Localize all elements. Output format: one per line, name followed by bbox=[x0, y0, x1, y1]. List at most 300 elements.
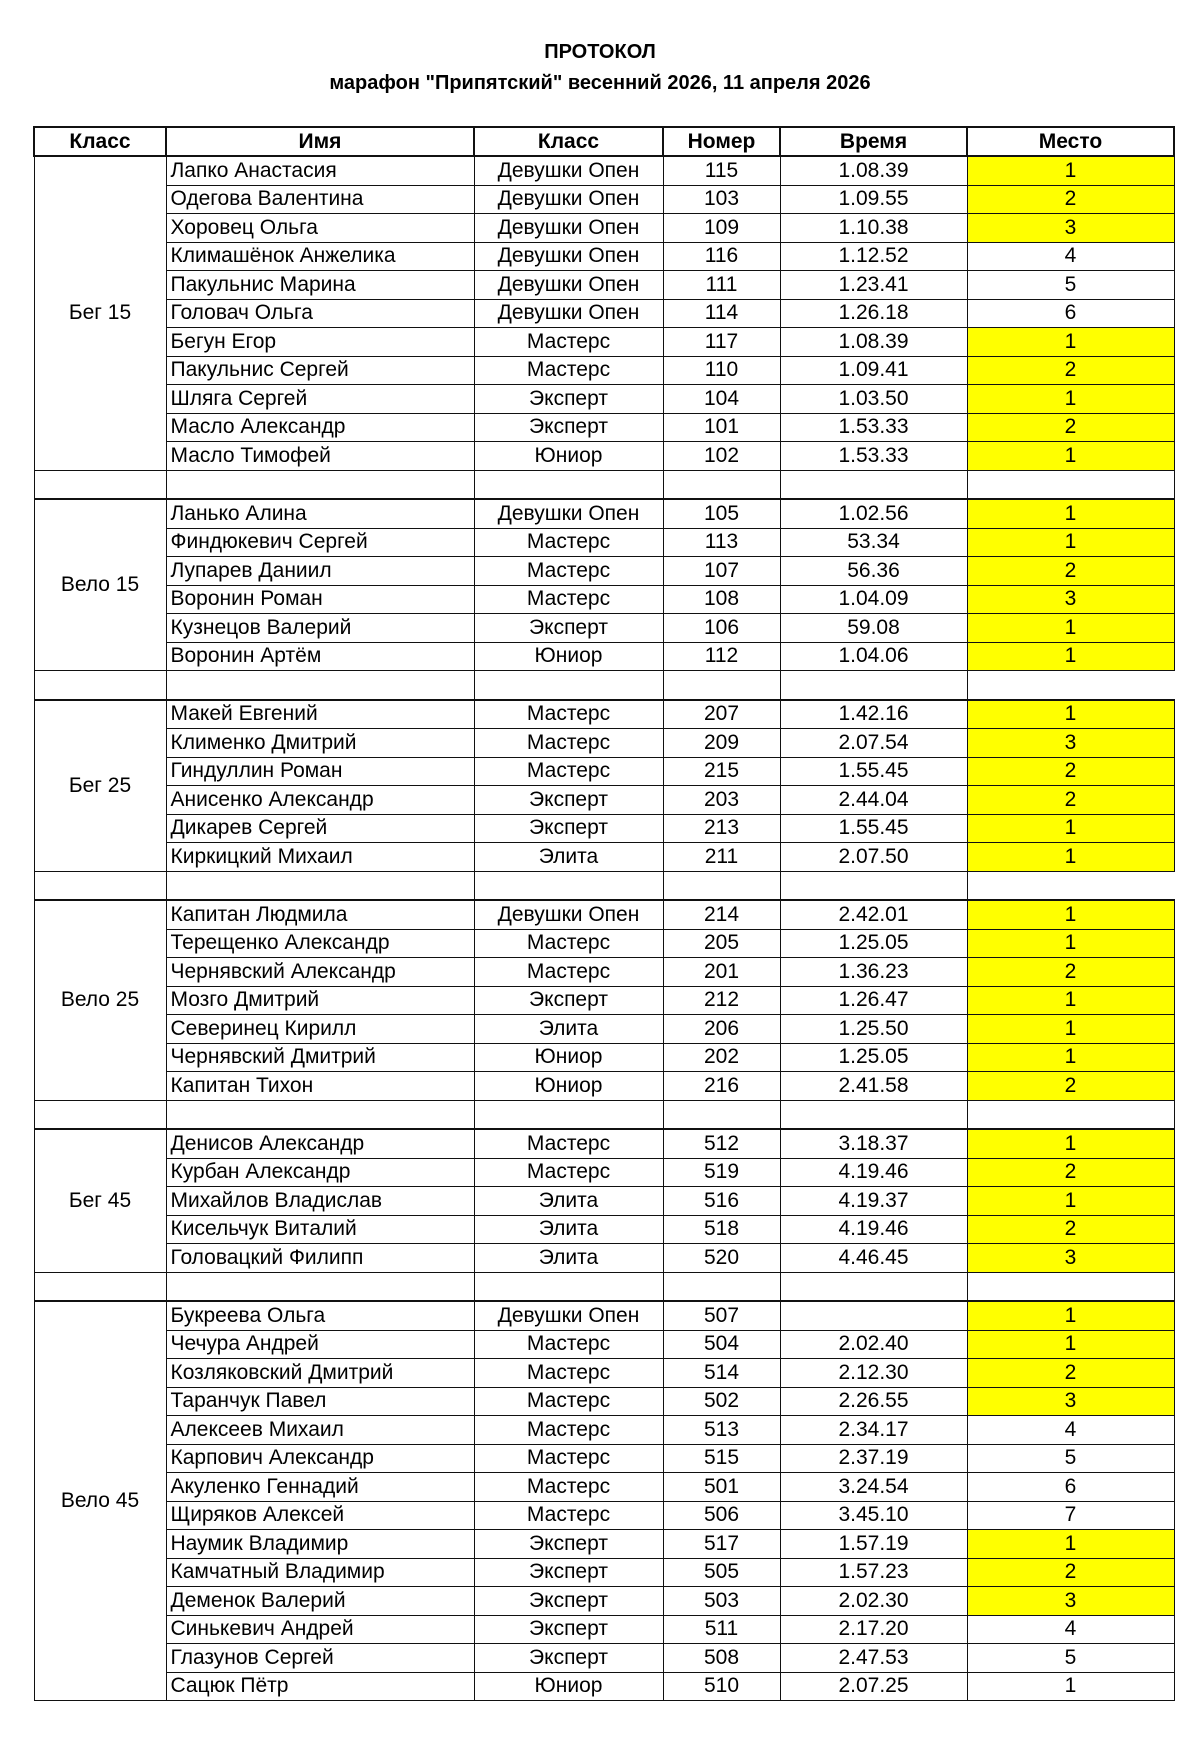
cell-time: 3.18.37 bbox=[780, 1129, 967, 1158]
table-row bbox=[34, 1330, 1174, 1359]
table-row bbox=[34, 271, 1174, 300]
empty-cell bbox=[663, 671, 780, 700]
cell-number: 107 bbox=[663, 557, 780, 586]
cell-class: Эксперт bbox=[474, 1530, 663, 1559]
cell-name: Финдюкевич Сергей bbox=[166, 528, 474, 557]
cell-place: 1 bbox=[967, 499, 1174, 528]
cell-class: Юниор bbox=[474, 642, 663, 671]
cell-time: 3.45.10 bbox=[780, 1501, 967, 1530]
group-label: Бег 25 bbox=[34, 700, 166, 872]
cell-class: Эксперт bbox=[474, 614, 663, 643]
cell-place: 1 bbox=[967, 642, 1174, 671]
cell-name: Гиндуллин Роман bbox=[166, 757, 474, 786]
table-row bbox=[34, 1644, 1174, 1673]
cell-place: 3 bbox=[967, 585, 1174, 614]
cell-time: 1.25.50 bbox=[780, 1015, 967, 1044]
cell-name: Головач Ольга bbox=[166, 299, 474, 328]
table-row bbox=[34, 1301, 1174, 1330]
cell-class: Мастерс bbox=[474, 1501, 663, 1530]
cell-time: 2.47.53 bbox=[780, 1644, 967, 1673]
cell-time: 1.53.33 bbox=[780, 442, 967, 471]
cell-number: 117 bbox=[663, 328, 780, 357]
table-row bbox=[34, 900, 1174, 929]
cell-class: Эксперт bbox=[474, 1587, 663, 1616]
cell-number: 516 bbox=[663, 1187, 780, 1216]
cell-place: 1 bbox=[967, 1330, 1174, 1359]
table-row bbox=[34, 958, 1174, 987]
cell-place: 2 bbox=[967, 786, 1174, 815]
cell-class: Мастерс bbox=[474, 1158, 663, 1187]
cell-class: Эксперт bbox=[474, 986, 663, 1015]
cell-place: 2 bbox=[967, 413, 1174, 442]
cell-place: 3 bbox=[967, 1387, 1174, 1416]
cell-number: 513 bbox=[663, 1416, 780, 1445]
empty-cell bbox=[967, 671, 1174, 700]
empty-cell bbox=[967, 1272, 1174, 1301]
cell-class: Девушки Опен bbox=[474, 214, 663, 243]
cell-name: Лапко Анастасия bbox=[166, 156, 474, 185]
cell-time: 1.26.18 bbox=[780, 299, 967, 328]
empty-cell bbox=[474, 1272, 663, 1301]
empty-cell bbox=[663, 1272, 780, 1301]
cell-number: 111 bbox=[663, 271, 780, 300]
table-row bbox=[34, 1672, 1174, 1701]
table-row bbox=[34, 986, 1174, 1015]
group-0 bbox=[34, 156, 1174, 470]
table-row bbox=[34, 1444, 1174, 1473]
cell-place: 2 bbox=[967, 356, 1174, 385]
group-label: Бег 15 bbox=[34, 156, 166, 470]
cell-number: 213 bbox=[663, 814, 780, 843]
cell-place: 1 bbox=[967, 1301, 1174, 1330]
cell-name: Терещенко Александр bbox=[166, 929, 474, 958]
cell-number: 214 bbox=[663, 900, 780, 929]
cell-name: Головацкий Филипп bbox=[166, 1244, 474, 1273]
cell-place: 3 bbox=[967, 1587, 1174, 1616]
table-row bbox=[34, 929, 1174, 958]
table-row bbox=[34, 1416, 1174, 1445]
cell-class: Мастерс bbox=[474, 1444, 663, 1473]
cell-number: 515 bbox=[663, 1444, 780, 1473]
spacer-row bbox=[34, 470, 1174, 499]
cell-time: 2.26.55 bbox=[780, 1387, 967, 1416]
cell-class: Мастерс bbox=[474, 929, 663, 958]
cell-place: 2 bbox=[967, 1158, 1174, 1187]
empty-cell bbox=[663, 470, 780, 499]
cell-number: 508 bbox=[663, 1644, 780, 1673]
cell-place: 5 bbox=[967, 271, 1174, 300]
empty-cell bbox=[474, 470, 663, 499]
cell-name: Северинец Кирилл bbox=[166, 1015, 474, 1044]
cell-time: 4.19.46 bbox=[780, 1215, 967, 1244]
cell-time: 1.25.05 bbox=[780, 929, 967, 958]
cell-place: 6 bbox=[967, 299, 1174, 328]
cell-time: 2.44.04 bbox=[780, 786, 967, 815]
table-row bbox=[34, 499, 1174, 528]
cell-time: 1.42.16 bbox=[780, 700, 967, 729]
column-header-place: Место bbox=[967, 127, 1174, 156]
table-row bbox=[34, 385, 1174, 414]
empty-cell bbox=[663, 1100, 780, 1129]
cell-name: Деменок Валерий bbox=[166, 1587, 474, 1616]
cell-number: 507 bbox=[663, 1301, 780, 1330]
cell-place: 1 bbox=[967, 700, 1174, 729]
table-row bbox=[34, 328, 1174, 357]
table-row bbox=[34, 1473, 1174, 1502]
cell-number: 505 bbox=[663, 1558, 780, 1587]
cell-name: Алексеев Михаил bbox=[166, 1416, 474, 1445]
cell-place: 2 bbox=[967, 1558, 1174, 1587]
cell-time: 1.57.23 bbox=[780, 1558, 967, 1587]
cell-place: 2 bbox=[967, 1215, 1174, 1244]
cell-class: Юниор bbox=[474, 1072, 663, 1101]
cell-time: 2.02.30 bbox=[780, 1587, 967, 1616]
cell-name: Масло Александр bbox=[166, 413, 474, 442]
cell-name: Масло Тимофей bbox=[166, 442, 474, 471]
cell-number: 518 bbox=[663, 1215, 780, 1244]
table-row bbox=[34, 1501, 1174, 1530]
cell-place: 3 bbox=[967, 214, 1174, 243]
empty-cell bbox=[780, 871, 967, 900]
cell-class: Элита bbox=[474, 1244, 663, 1273]
cell-place: 1 bbox=[967, 1187, 1174, 1216]
cell-name: Чернявский Александр bbox=[166, 958, 474, 987]
table-row bbox=[34, 214, 1174, 243]
cell-class: Мастерс bbox=[474, 1473, 663, 1502]
cell-place: 1 bbox=[967, 328, 1174, 357]
cell-time: 1.55.45 bbox=[780, 757, 967, 786]
cell-place: 1 bbox=[967, 1015, 1174, 1044]
cell-name: Букреева Ольга bbox=[166, 1301, 474, 1330]
cell-number: 215 bbox=[663, 757, 780, 786]
cell-time: 2.17.20 bbox=[780, 1615, 967, 1644]
cell-name: Ланько Алина bbox=[166, 499, 474, 528]
cell-class: Мастерс bbox=[474, 557, 663, 586]
table-row bbox=[34, 1215, 1174, 1244]
cell-class: Мастерс bbox=[474, 1359, 663, 1388]
cell-class: Мастерс bbox=[474, 958, 663, 987]
cell-time: 2.42.01 bbox=[780, 900, 967, 929]
empty-cell bbox=[780, 1272, 967, 1301]
cell-number: 105 bbox=[663, 499, 780, 528]
cell-place: 2 bbox=[967, 1359, 1174, 1388]
cell-name: Капитан Тихон bbox=[166, 1072, 474, 1101]
cell-place: 2 bbox=[967, 757, 1174, 786]
cell-class: Эксперт bbox=[474, 786, 663, 815]
cell-number: 511 bbox=[663, 1615, 780, 1644]
document-title: ПРОТОКОЛ bbox=[544, 41, 656, 63]
cell-class: Девушки Опен bbox=[474, 156, 663, 185]
table-row bbox=[34, 442, 1174, 471]
cell-name: Дикарев Сергей bbox=[166, 814, 474, 843]
cell-time: 2.07.25 bbox=[780, 1672, 967, 1701]
empty-cell bbox=[166, 871, 474, 900]
cell-place: 2 bbox=[967, 1072, 1174, 1101]
cell-time: 2.02.40 bbox=[780, 1330, 967, 1359]
cell-number: 104 bbox=[663, 385, 780, 414]
column-header-group-class: Класс bbox=[34, 127, 166, 156]
group-4 bbox=[34, 1129, 1174, 1272]
cell-place: 2 bbox=[967, 557, 1174, 586]
cell-class: Эксперт bbox=[474, 413, 663, 442]
cell-time: 1.57.19 bbox=[780, 1530, 967, 1559]
table-row bbox=[34, 1587, 1174, 1616]
cell-time: 1.04.06 bbox=[780, 642, 967, 671]
cell-name: Кисельчук Виталий bbox=[166, 1215, 474, 1244]
cell-time: 2.12.30 bbox=[780, 1359, 967, 1388]
empty-cell bbox=[166, 1272, 474, 1301]
empty-cell bbox=[474, 871, 663, 900]
cell-place: 1 bbox=[967, 1043, 1174, 1072]
cell-class: Эксперт bbox=[474, 814, 663, 843]
table-row bbox=[34, 729, 1174, 758]
table-row bbox=[34, 642, 1174, 671]
cell-class: Юниор bbox=[474, 442, 663, 471]
cell-time: 1.10.38 bbox=[780, 214, 967, 243]
table-row bbox=[34, 242, 1174, 271]
table-row bbox=[34, 413, 1174, 442]
cell-number: 110 bbox=[663, 356, 780, 385]
cell-class: Девушки Опен bbox=[474, 1301, 663, 1330]
cell-time: 1.03.50 bbox=[780, 385, 967, 414]
table-row bbox=[34, 1043, 1174, 1072]
empty-cell bbox=[474, 1100, 663, 1129]
cell-place: 5 bbox=[967, 1644, 1174, 1673]
table-row bbox=[34, 786, 1174, 815]
cell-time bbox=[780, 1301, 967, 1330]
cell-number: 101 bbox=[663, 413, 780, 442]
cell-number: 201 bbox=[663, 958, 780, 987]
cell-time: 1.08.39 bbox=[780, 156, 967, 185]
table-row bbox=[34, 1558, 1174, 1587]
cell-time: 2.07.50 bbox=[780, 843, 967, 872]
table-row bbox=[34, 356, 1174, 385]
cell-time: 2.41.58 bbox=[780, 1072, 967, 1101]
cell-time: 1.53.33 bbox=[780, 413, 967, 442]
cell-number: 108 bbox=[663, 585, 780, 614]
empty-cell bbox=[34, 1100, 166, 1129]
cell-number: 504 bbox=[663, 1330, 780, 1359]
cell-class: Юниор bbox=[474, 1672, 663, 1701]
cell-name: Лупарев Даниил bbox=[166, 557, 474, 586]
empty-cell bbox=[967, 871, 1174, 900]
cell-time: 1.55.45 bbox=[780, 814, 967, 843]
cell-number: 212 bbox=[663, 986, 780, 1015]
empty-cell bbox=[474, 671, 663, 700]
cell-class: Элита bbox=[474, 1015, 663, 1044]
table-row bbox=[34, 585, 1174, 614]
cell-name: Наумик Владимир bbox=[166, 1530, 474, 1559]
cell-place: 3 bbox=[967, 1244, 1174, 1273]
cell-number: 114 bbox=[663, 299, 780, 328]
cell-class: Эксперт bbox=[474, 385, 663, 414]
cell-class: Девушки Опен bbox=[474, 271, 663, 300]
cell-number: 205 bbox=[663, 929, 780, 958]
group-label: Вело 15 bbox=[34, 499, 166, 671]
cell-class: Мастерс bbox=[474, 328, 663, 357]
cell-time: 1.02.56 bbox=[780, 499, 967, 528]
table-row bbox=[34, 1244, 1174, 1273]
cell-number: 519 bbox=[663, 1158, 780, 1187]
cell-name: Одегова Валентина bbox=[166, 185, 474, 214]
table-row bbox=[34, 1072, 1174, 1101]
cell-place: 2 bbox=[967, 185, 1174, 214]
cell-name: Синькевич Андрей bbox=[166, 1615, 474, 1644]
cell-number: 206 bbox=[663, 1015, 780, 1044]
table-header bbox=[34, 127, 1174, 156]
cell-number: 103 bbox=[663, 185, 780, 214]
cell-number: 216 bbox=[663, 1072, 780, 1101]
cell-class: Мастерс bbox=[474, 1129, 663, 1158]
cell-time: 1.36.23 bbox=[780, 958, 967, 987]
cell-place: 1 bbox=[967, 385, 1174, 414]
table-row bbox=[34, 843, 1174, 872]
cell-name: Чернявский Дмитрий bbox=[166, 1043, 474, 1072]
cell-name: Курбан Александр bbox=[166, 1158, 474, 1187]
spacer-row bbox=[34, 1272, 1174, 1301]
cell-name: Акуленко Геннадий bbox=[166, 1473, 474, 1502]
cell-class: Девушки Опен bbox=[474, 242, 663, 271]
cell-place: 7 bbox=[967, 1501, 1174, 1530]
cell-place: 5 bbox=[967, 1444, 1174, 1473]
cell-class: Элита bbox=[474, 1187, 663, 1216]
cell-place: 1 bbox=[967, 843, 1174, 872]
cell-number: 109 bbox=[663, 214, 780, 243]
cell-name: Пакульнис Марина bbox=[166, 271, 474, 300]
empty-cell bbox=[34, 671, 166, 700]
group-label: Бег 45 bbox=[34, 1129, 166, 1272]
cell-class: Девушки Опен bbox=[474, 900, 663, 929]
cell-time: 56.36 bbox=[780, 557, 967, 586]
cell-name: Воронин Артём bbox=[166, 642, 474, 671]
cell-class: Девушки Опен bbox=[474, 299, 663, 328]
table-row bbox=[34, 814, 1174, 843]
cell-time: 1.09.41 bbox=[780, 356, 967, 385]
table-row bbox=[34, 557, 1174, 586]
cell-number: 517 bbox=[663, 1530, 780, 1559]
cell-place: 1 bbox=[967, 986, 1174, 1015]
cell-time: 1.23.41 bbox=[780, 271, 967, 300]
cell-place: 1 bbox=[967, 528, 1174, 557]
cell-class: Мастерс bbox=[474, 1330, 663, 1359]
document-subtitle: марафон "Припятский" весенний 2026, 11 апреля 2026 bbox=[329, 72, 871, 94]
cell-time: 59.08 bbox=[780, 614, 967, 643]
cell-name: Шляга Сергей bbox=[166, 385, 474, 414]
cell-number: 512 bbox=[663, 1129, 780, 1158]
cell-number: 112 bbox=[663, 642, 780, 671]
table-row bbox=[34, 1387, 1174, 1416]
cell-place: 4 bbox=[967, 242, 1174, 271]
cell-place: 1 bbox=[967, 614, 1174, 643]
table-row bbox=[34, 528, 1174, 557]
cell-time: 1.04.09 bbox=[780, 585, 967, 614]
cell-class: Мастерс bbox=[474, 528, 663, 557]
cell-name: Кузнецов Валерий bbox=[166, 614, 474, 643]
cell-number: 102 bbox=[663, 442, 780, 471]
cell-class: Мастерс bbox=[474, 757, 663, 786]
cell-name: Таранчук Павел bbox=[166, 1387, 474, 1416]
cell-name: Денисов Александр bbox=[166, 1129, 474, 1158]
cell-name: Макей Евгений bbox=[166, 700, 474, 729]
cell-place: 1 bbox=[967, 1672, 1174, 1701]
cell-class: Девушки Опен bbox=[474, 185, 663, 214]
table-row bbox=[34, 1187, 1174, 1216]
table-row bbox=[34, 700, 1174, 729]
group-label: Вело 25 bbox=[34, 900, 166, 1100]
cell-number: 502 bbox=[663, 1387, 780, 1416]
cell-name: Хоровец Ольга bbox=[166, 214, 474, 243]
group-label: Вело 45 bbox=[34, 1301, 166, 1701]
table-row bbox=[34, 1359, 1174, 1388]
cell-number: 209 bbox=[663, 729, 780, 758]
cell-name: Климашёнок Анжелика bbox=[166, 242, 474, 271]
cell-number: 514 bbox=[663, 1359, 780, 1388]
cell-name: Анисенко Александр bbox=[166, 786, 474, 815]
table-row bbox=[34, 299, 1174, 328]
table-row bbox=[34, 1015, 1174, 1044]
cell-number: 113 bbox=[663, 528, 780, 557]
empty-cell bbox=[34, 470, 166, 499]
column-header-name: Имя bbox=[166, 127, 474, 156]
cell-class: Элита bbox=[474, 843, 663, 872]
cell-place: 1 bbox=[967, 900, 1174, 929]
cell-time: 53.34 bbox=[780, 528, 967, 557]
spacer-row bbox=[34, 1100, 1174, 1129]
cell-name: Карпович Александр bbox=[166, 1444, 474, 1473]
cell-class: Мастерс bbox=[474, 1416, 663, 1445]
spacer-row bbox=[34, 871, 1174, 900]
cell-class: Эксперт bbox=[474, 1558, 663, 1587]
table-row bbox=[34, 185, 1174, 214]
table-row bbox=[34, 1615, 1174, 1644]
cell-number: 116 bbox=[663, 242, 780, 271]
empty-cell bbox=[967, 470, 1174, 499]
cell-time: 2.07.54 bbox=[780, 729, 967, 758]
cell-number: 506 bbox=[663, 1501, 780, 1530]
cell-class: Мастерс bbox=[474, 585, 663, 614]
table-row bbox=[34, 1158, 1174, 1187]
cell-class: Юниор bbox=[474, 1043, 663, 1072]
cell-time: 4.19.37 bbox=[780, 1187, 967, 1216]
cell-place: 1 bbox=[967, 814, 1174, 843]
empty-cell bbox=[166, 671, 474, 700]
results-table bbox=[33, 126, 1175, 1701]
empty-cell bbox=[34, 871, 166, 900]
cell-time: 1.12.52 bbox=[780, 242, 967, 271]
empty-cell bbox=[663, 871, 780, 900]
cell-time: 2.37.19 bbox=[780, 1444, 967, 1473]
cell-place: 1 bbox=[967, 442, 1174, 471]
cell-time: 3.24.54 bbox=[780, 1473, 967, 1502]
cell-name: Козляковский Дмитрий bbox=[166, 1359, 474, 1388]
cell-class: Мастерс bbox=[474, 700, 663, 729]
cell-time: 1.09.55 bbox=[780, 185, 967, 214]
cell-name: Чечура Андрей bbox=[166, 1330, 474, 1359]
spacer-row bbox=[34, 671, 1174, 700]
cell-number: 520 bbox=[663, 1244, 780, 1273]
cell-name: Камчатный Владимир bbox=[166, 1558, 474, 1587]
cell-place: 2 bbox=[967, 958, 1174, 987]
cell-name: Бегун Егор bbox=[166, 328, 474, 357]
table-row bbox=[34, 156, 1174, 185]
cell-place: 1 bbox=[967, 1129, 1174, 1158]
cell-time: 4.19.46 bbox=[780, 1158, 967, 1187]
cell-place: 4 bbox=[967, 1416, 1174, 1445]
column-header-time: Время bbox=[780, 127, 967, 156]
cell-class: Мастерс bbox=[474, 1387, 663, 1416]
cell-class: Эксперт bbox=[474, 1615, 663, 1644]
cell-place: 3 bbox=[967, 729, 1174, 758]
